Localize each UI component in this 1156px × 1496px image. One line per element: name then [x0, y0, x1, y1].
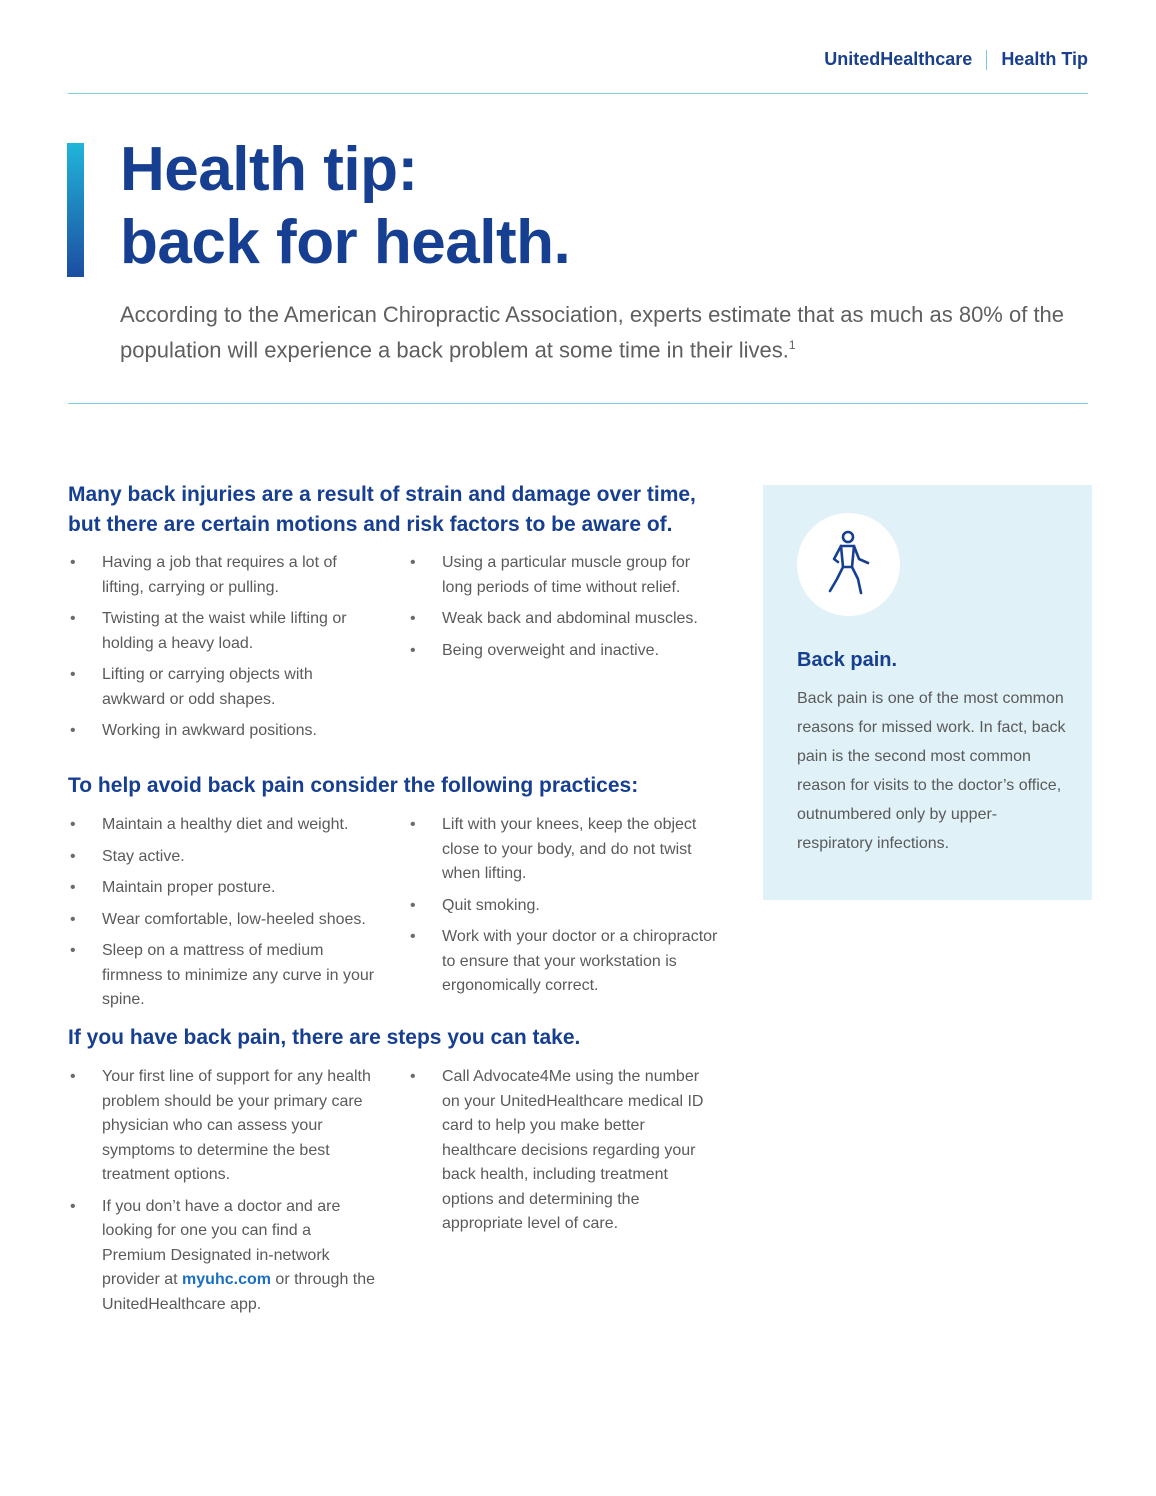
risks-heading-line-1: Many back injuries are a result of strain and damage over time,	[68, 483, 696, 506]
list-item: • Maintain proper posture.	[68, 876, 378, 901]
list-item-text: If you don’t have a doctor and are looking for one you can find a Premium Designated in-network provider at	[102, 1197, 341, 1288]
myuhc-link[interactable]: myuhc.com	[182, 1271, 271, 1288]
steps-heading: If you have back pain, there are steps you can take.	[68, 1026, 581, 1049]
practices-list-right	[408, 813, 718, 1006]
list-item: • Quit smoking.	[408, 894, 718, 919]
list-item: • Being overweight and inactive.	[408, 639, 718, 664]
brand-name: UnitedHealthcare	[824, 49, 973, 69]
list-item-with-link	[68, 1195, 378, 1318]
intro-text: According to the American Chiropractic Association, experts estimate that as much as 80% of the population will experience a back problem at some time in their lives.	[120, 302, 1065, 363]
steps-list-left	[68, 1065, 378, 1324]
top-rule	[68, 93, 1088, 94]
list-item: • Weak back and abdominal muscles.	[408, 607, 718, 632]
page-title-line-2: back for health.	[120, 208, 571, 277]
practices-list-left	[68, 813, 378, 1020]
list-item: • Maintain a healthy diet and weight.	[68, 813, 378, 838]
list-item: • Having a job that requires a lot of lifting, carrying or pulling.	[68, 551, 378, 600]
header-divider	[986, 50, 987, 70]
risks-list-left	[68, 551, 378, 751]
walking-person-icon	[821, 529, 877, 601]
practices-heading: To help avoid back pain consider the following practices:	[68, 774, 639, 797]
list-item: • Call Advocate4Me using the number on your UnitedHealthcare medical ID card to help you make better healthcare decisions regarding your back health, including treatment options and determining the appropriate level of care.	[408, 1065, 718, 1237]
list-item-text: or through the UnitedHealthcare app.	[102, 1271, 376, 1313]
callout-body: Back pain is one of the most common reasons for missed work. In fact, back pain is the second most common reason for visits to the doctor’s office, outnumbered only by upper-respiratory infections.	[797, 690, 1066, 852]
steps-list-right	[408, 1065, 718, 1244]
callout-title: Back pain.	[797, 649, 898, 671]
intro-paragraph	[120, 300, 1080, 365]
risks-heading-line-2: but there are certain motions and risk factors to be aware of.	[68, 513, 673, 536]
risks-list-right	[408, 551, 718, 670]
header-label: Health Tip	[1001, 49, 1088, 69]
page-title	[120, 133, 570, 279]
page-header	[824, 49, 1088, 70]
list-item: • Sleep on a mattress of medium firmness to minimize any curve in your spine.	[68, 939, 378, 1013]
risks-heading	[68, 480, 696, 540]
list-item: • Wear comfortable, low-heeled shoes.	[68, 908, 378, 933]
list-item: • Stay active.	[68, 845, 378, 870]
intro-footnote: 1	[788, 338, 796, 352]
back-pain-callout	[763, 485, 1092, 900]
list-item: • Working in awkward positions.	[68, 719, 378, 744]
title-accent-bar	[67, 143, 84, 277]
list-item: • Twisting at the waist while lifting or holding a heavy load.	[68, 607, 378, 656]
icon-badge	[797, 513, 900, 616]
page-title-line-1: Health tip:	[120, 135, 418, 204]
list-item: • Work with your doctor or a chiropractor to ensure that your workstation is ergonomically correct.	[408, 925, 718, 999]
list-item: • Your first line of support for any health problem should be your primary care physician who can assess your symptoms to determine the best treatment options.	[68, 1065, 378, 1188]
list-item: • Lifting or carrying objects with awkward or odd shapes.	[68, 663, 378, 712]
list-item: • Using a particular muscle group for long periods of time without relief.	[408, 551, 718, 600]
list-item: • Lift with your knees, keep the object close to your body, and do not twist when lifting.	[408, 813, 718, 887]
intro-rule	[68, 403, 1088, 404]
